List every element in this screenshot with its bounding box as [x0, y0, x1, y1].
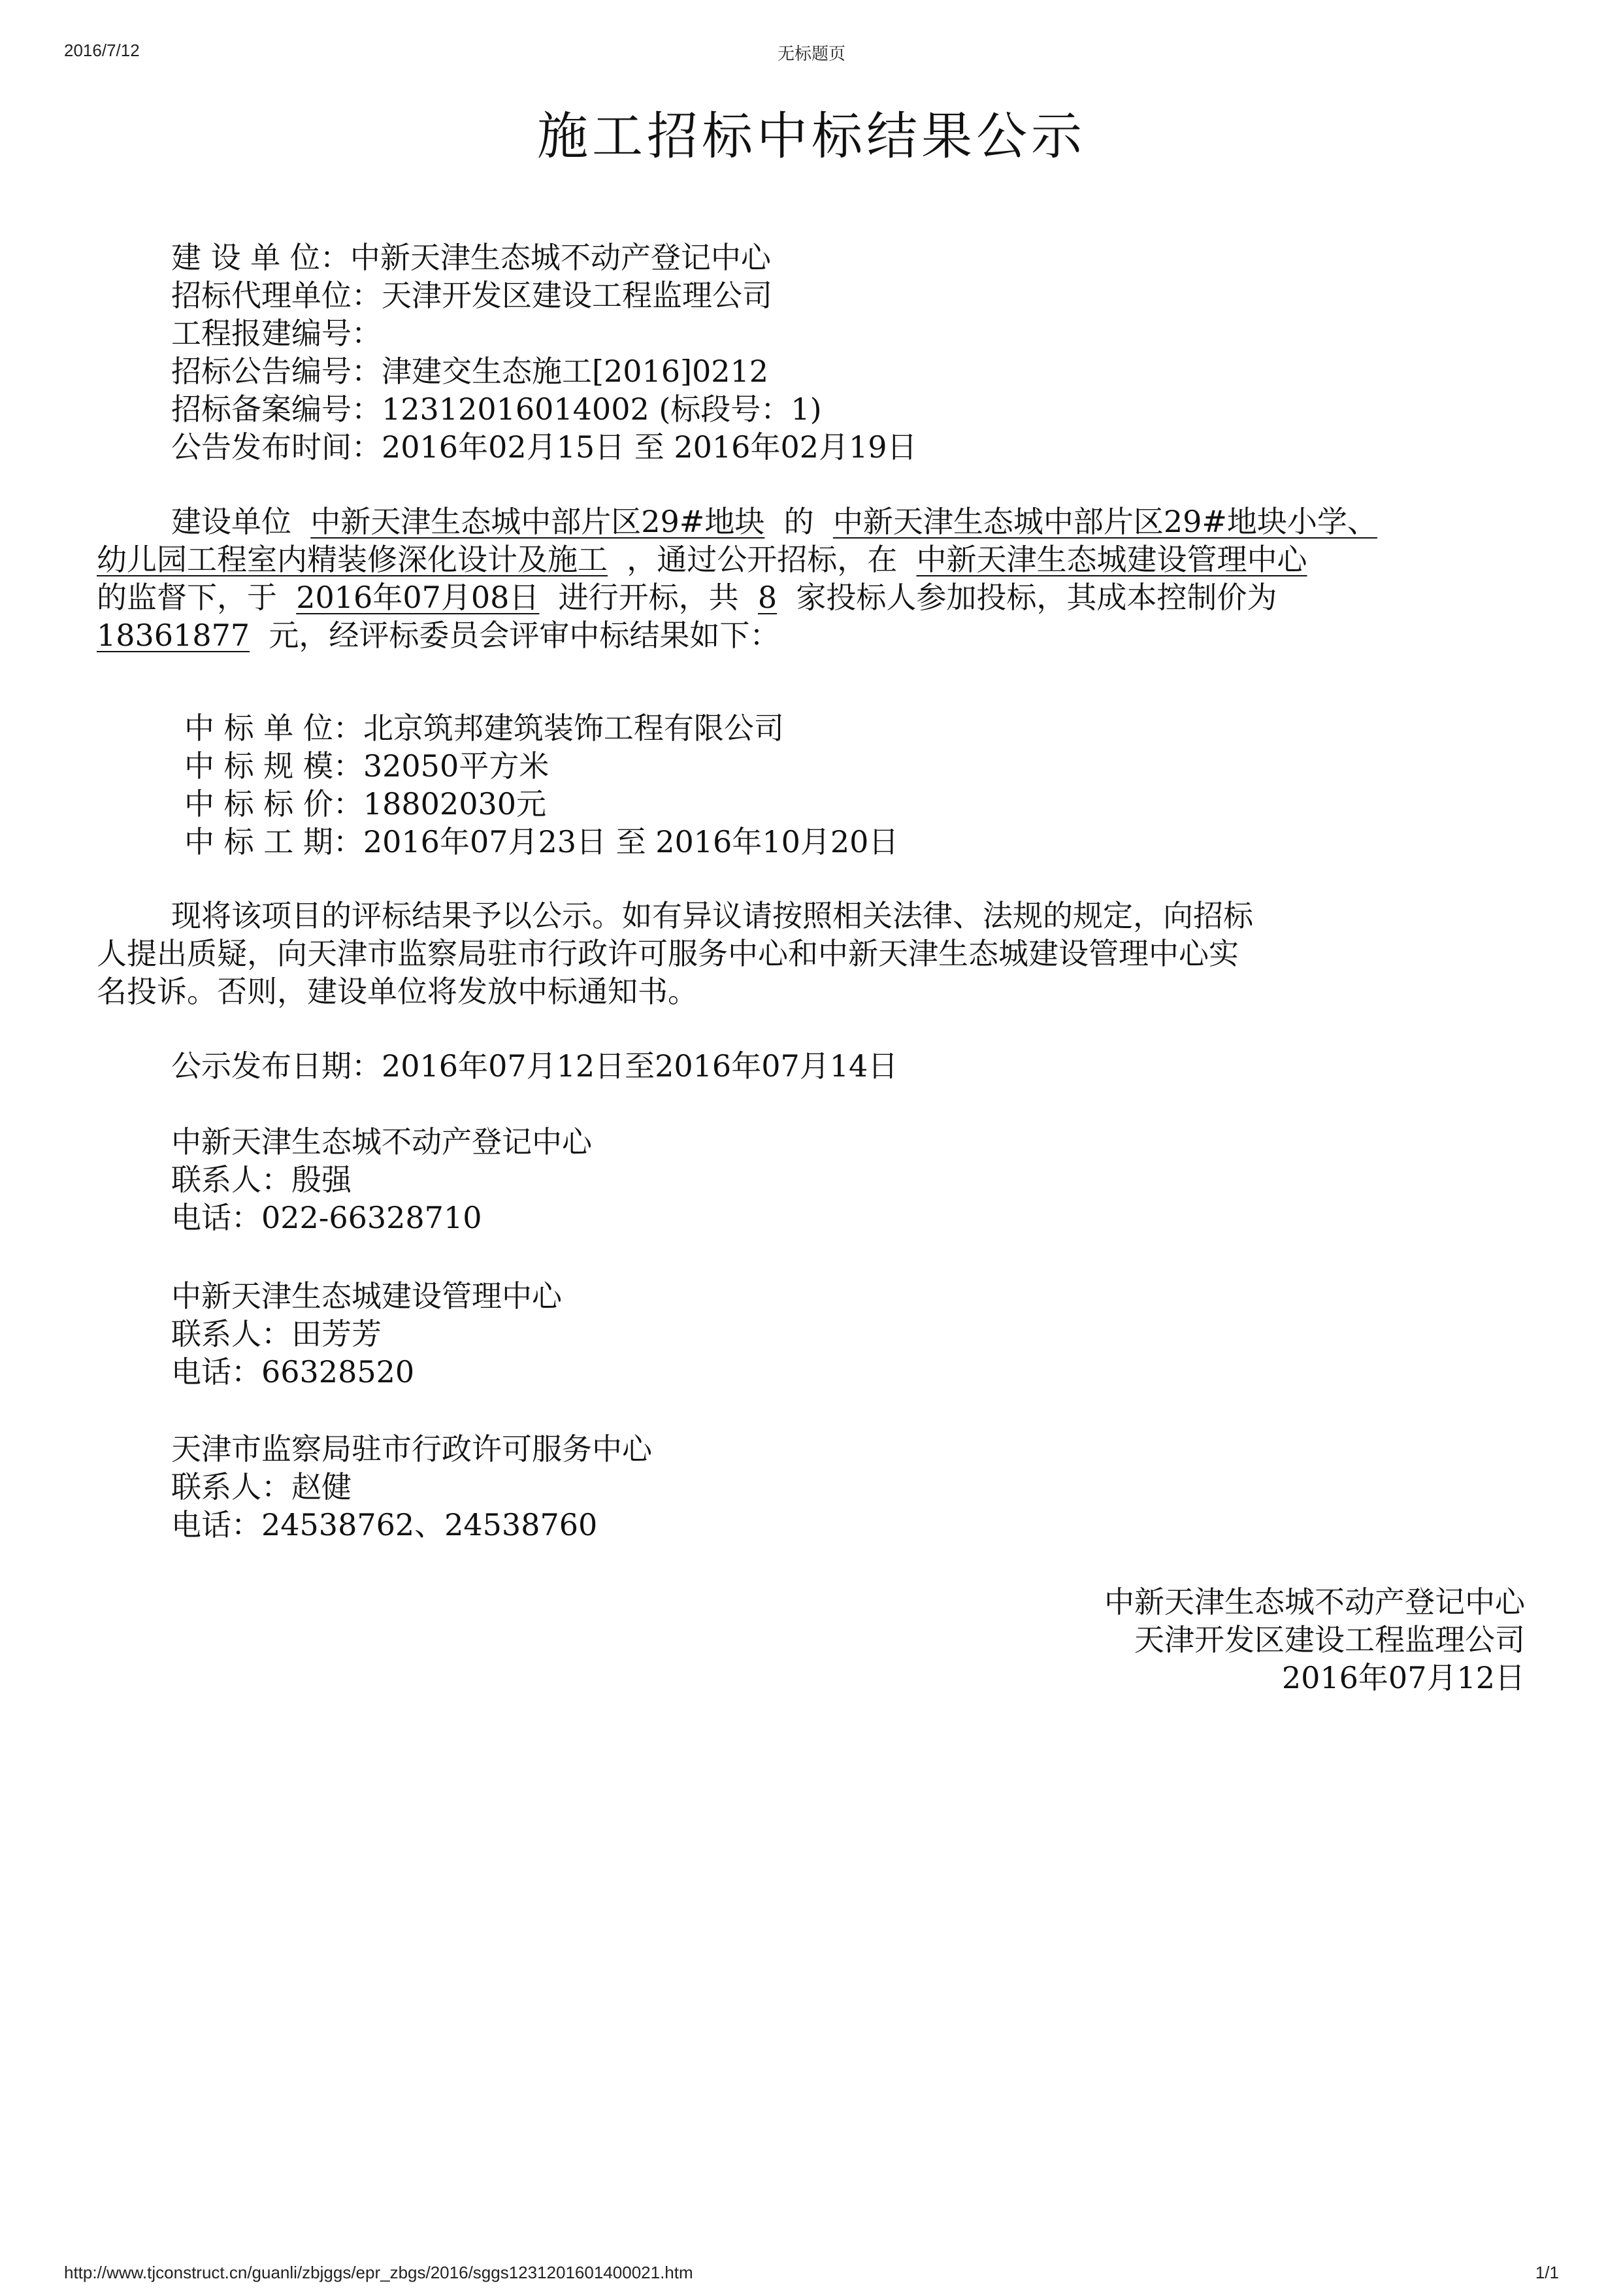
- bid-result: [184, 709, 898, 861]
- notice-text: 人提出质疑，向天津市监察局驻市行政许可服务中心和中新天津生态城建设管理中心实: [97, 936, 1239, 971]
- publish-date: 公示发布日期：2016年07月12日至2016年07月14日: [171, 1048, 898, 1084]
- paragraph-text: 的监督下，于: [97, 580, 277, 615]
- page-number: 1/1: [1535, 2263, 1559, 2282]
- tender-paragraph: [97, 503, 1525, 654]
- contact-block-construction-center: [171, 1277, 562, 1391]
- info-value: 天津开发区建设工程监理公司: [382, 278, 772, 313]
- contact-person: 联系人：殷强: [171, 1162, 352, 1197]
- paragraph-line: [97, 616, 1525, 654]
- info-value: 12312016014002 (标段号：1): [382, 391, 822, 427]
- contact-block-supervision-bureau: [171, 1430, 652, 1544]
- info-label: 公告发布时间：: [171, 429, 382, 465]
- result-label: 中 标 单 位：: [184, 710, 363, 746]
- info-label: 招标公告编号：: [171, 354, 382, 389]
- notice-line: [97, 897, 1525, 935]
- contact-person: 联系人：赵健: [171, 1469, 352, 1505]
- document-title: 施工招标中标结果公示: [536, 107, 1086, 166]
- opening-date: 2016年07月08日: [296, 580, 540, 615]
- info-value: 津建交生态施工[2016]0212: [382, 354, 769, 389]
- project-name: 中新天津生态城中部片区29#地块小学、: [832, 504, 1377, 539]
- notice-text: 名投诉。否则，建设单位将发放中标通知书。: [97, 974, 698, 1009]
- paragraph-line: [97, 578, 1525, 616]
- paragraph-text: 家投标人参加投标，其成本控制价为: [796, 580, 1277, 615]
- cost-control-price: 18361877: [97, 618, 250, 653]
- contact-phone: 电话：24538762、24538760: [171, 1507, 598, 1542]
- info-row-agent: [171, 276, 917, 314]
- bidder-count: 8: [757, 580, 778, 615]
- info-row-notice-period: [171, 428, 917, 466]
- signature-block: [1104, 1583, 1525, 1697]
- signature-date: 2016年07月12日: [1281, 1660, 1525, 1695]
- paragraph-text: ，通过公开招标，在: [627, 542, 898, 577]
- paragraph-text: 元，经评标委员会评审中标结果如下：: [269, 618, 780, 653]
- paragraph-text: 进行开标，共: [558, 580, 739, 615]
- result-value: 2016年07月23日 至 2016年10月20日: [363, 824, 899, 859]
- notice-text: 现将该项目的评标结果予以公示。如有异议请按照相关法律、法规的规定，向招标: [171, 898, 1253, 933]
- paragraph-line: [97, 503, 1525, 541]
- info-label: 招标代理单位：: [171, 278, 382, 313]
- info-label: 招标备案编号：: [171, 391, 382, 427]
- info-row-owner: [171, 239, 917, 276]
- contact-phone: 电话：66328520: [171, 1354, 415, 1389]
- info-row-notice-number: [171, 352, 917, 390]
- info-row-filing-number: [171, 390, 917, 428]
- contact-org: 中新天津生态城不动产登记中心: [171, 1124, 592, 1159]
- signature-org: 天津开发区建设工程监理公司: [1134, 1622, 1525, 1657]
- objection-notice: [97, 897, 1525, 1010]
- page-url-link[interactable]: http://www.tjconstruct.cn/guanli/zbjggs/epr_zbgs/2016/sggs1231201601400021.htm: [64, 2263, 693, 2282]
- paragraph-text: 的: [783, 504, 814, 539]
- result-row-winner: [184, 709, 898, 747]
- contact-block-registration-center: [171, 1123, 592, 1237]
- print-date: 2016/7/12: [64, 41, 140, 60]
- notice-line: [97, 973, 1525, 1010]
- result-value: 北京筑邦建筑装饰工程有限公司: [363, 710, 784, 746]
- paragraph-text: 建设单位: [171, 504, 291, 539]
- notice-line: [97, 935, 1525, 973]
- result-row-period: [184, 823, 898, 861]
- paragraph-line: [97, 541, 1525, 578]
- result-label: 中 标 规 模：: [184, 748, 363, 784]
- contact-org: 中新天津生态城建设管理中心: [171, 1278, 562, 1314]
- info-value: 中新天津生态城不动产登记中心: [350, 240, 771, 275]
- result-row-scale: [184, 747, 898, 785]
- info-value: 2016年02月15日 至 2016年02月19日: [382, 429, 917, 465]
- info-row-registration: [171, 314, 917, 352]
- info-label: 建 设 单 位：: [171, 240, 350, 275]
- supervisor-name: 中新天津生态城建设管理中心: [916, 542, 1307, 577]
- info-label: 工程报建编号：: [171, 316, 382, 351]
- project-info: [171, 239, 917, 466]
- signature-org: 中新天津生态城不动产登记中心: [1104, 1584, 1525, 1620]
- result-value: 18802030元: [363, 786, 547, 822]
- contact-org: 天津市监察局驻市行政许可服务中心: [171, 1431, 652, 1467]
- print-header-title: 无标题页: [777, 44, 845, 64]
- result-label: 中 标 工 期：: [184, 824, 363, 859]
- result-row-price: [184, 785, 898, 823]
- project-name-continued: 幼儿园工程室内精装修深化设计及施工: [97, 542, 608, 577]
- result-label: 中 标 标 价：: [184, 786, 363, 822]
- contact-phone: 电话：022-66328710: [171, 1200, 482, 1235]
- contact-person: 联系人：田芳芳: [171, 1316, 382, 1352]
- result-value: 32050平方米: [363, 748, 549, 784]
- builder-name: 中新天津生态城中部片区29#地块: [310, 504, 765, 539]
